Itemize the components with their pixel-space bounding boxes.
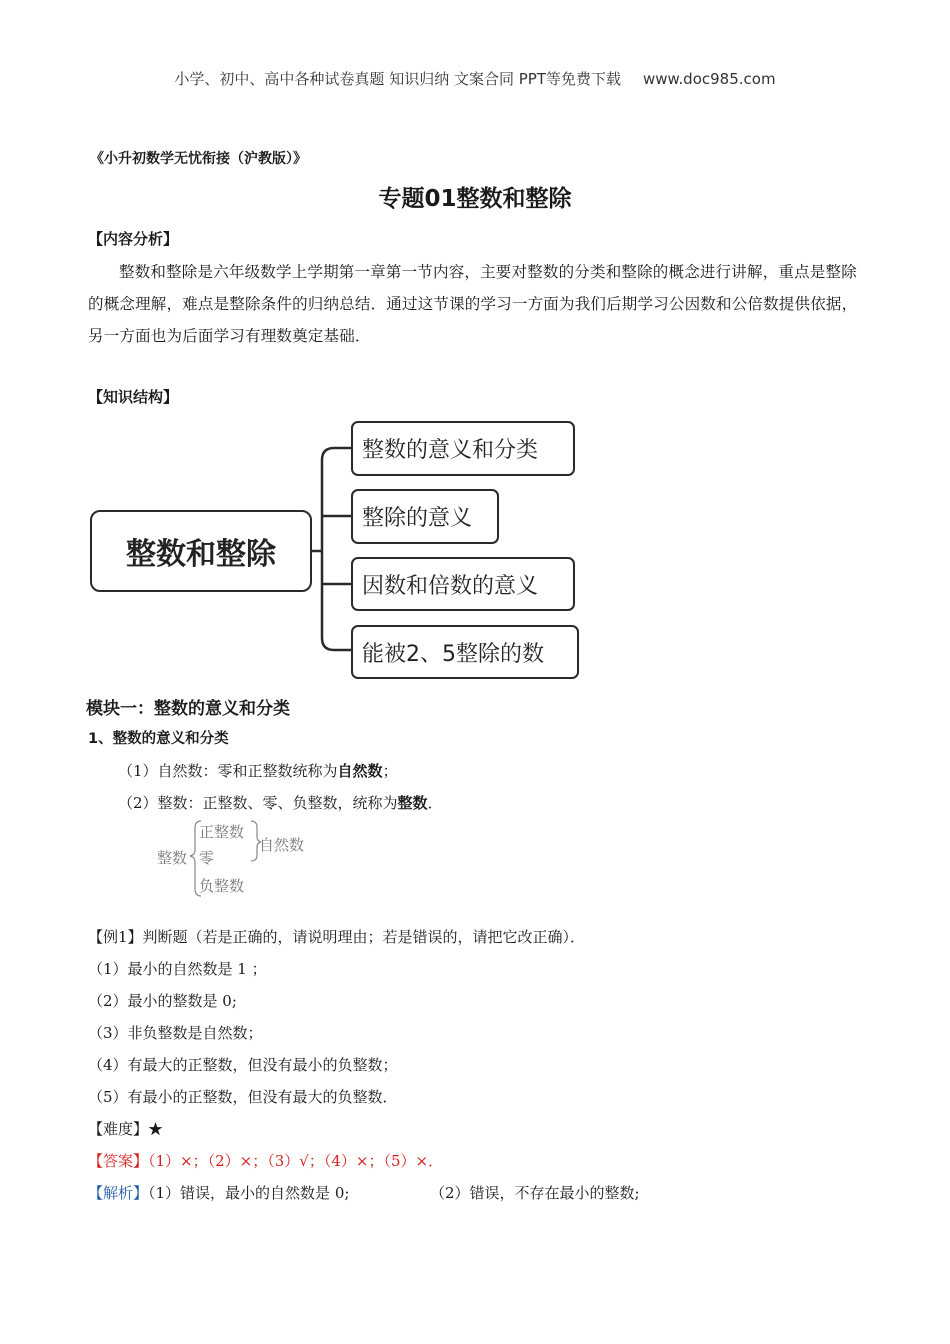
example-item: （4）有最大的正整数，但没有最小的负整数； (88, 1056, 398, 1074)
analysis-heading: 【内容分析】 (88, 230, 179, 248)
classify-item: 零 (199, 849, 215, 867)
definition-natural-number (118, 760, 398, 781)
diagram-branch-box: 整除的意义 (351, 489, 499, 544)
connector-trunk (322, 448, 352, 650)
diagram-branch-box: 整数的意义和分类 (351, 421, 575, 476)
header-text: 小学、初中、高中各种试卷真题 知识归纳 文案合同 PPT等免费下载 (174, 70, 621, 88)
integer-classification (155, 818, 325, 900)
example-item: （2）最小的整数是 0; (88, 992, 237, 1010)
definition-text: （1）自然数：零和正整数统称为 (118, 762, 338, 780)
classify-group: 自然数 (259, 836, 305, 854)
series-title: 《小升初数学无忧衔接（沪教版）》 (90, 151, 307, 167)
classify-item: 正整数 (199, 823, 245, 841)
definition-text: （2）整数：正整数、零、负整数，统称为 (118, 794, 398, 812)
analysis-line (88, 1182, 349, 1203)
analysis-label: 【解析】 (88, 1184, 149, 1202)
analysis-text-2: （2）错误，不存在最小的整数; (430, 1184, 640, 1202)
definition-term: 整数 (397, 794, 428, 812)
page-header (0, 68, 950, 89)
example-item: （1）最小的自然数是 1 ； (88, 960, 267, 978)
answer-label: 【答案】 (88, 1152, 149, 1170)
module-subtitle: 1、整数的意义和分类 (88, 731, 229, 747)
header-site[interactable]: www.doc985.com (642, 70, 776, 88)
structure-heading: 【知识结构】 (88, 388, 179, 406)
definition-term: 自然数 (337, 762, 383, 780)
analysis-text-1: （1）错误，最小的自然数是 0; (148, 1184, 350, 1202)
example-title: 【例1】判断题（若是正确的，请说明理由；若是错误的，请把它改正确）． (88, 928, 586, 946)
example-item: （3）非负整数是自然数； (88, 1024, 263, 1042)
diagram-branch-box: 能被2、5整除的数 (351, 625, 579, 679)
module-title: 模块一：整数的意义和分类 (86, 699, 290, 719)
difficulty-star-icon: ★ (148, 1120, 164, 1138)
page-title: 专题01整数和整除 (378, 186, 572, 212)
difficulty-line (88, 1118, 163, 1139)
definition-end: ． (427, 794, 443, 812)
answer-line (88, 1150, 443, 1171)
classify-root: 整数 (157, 849, 188, 867)
analysis-paragraph: 整数和整除是六年级数学上学期第一章第一节内容，主要对整数的分类和整除的概念进行讲解，重点是整除的概念理解，难点是整除条件的归纳总结．通过这节课的学习一方面为我们后期学习公因数和公倍数提供依据，另一方面也为后面学习有理数奠定基础． (88, 263, 858, 345)
diagram-branch-box: 因数和倍数的意义 (351, 557, 575, 611)
answer-text: （1）×；（2）×；（3）√；（4）×；（5）×． (148, 1152, 444, 1170)
definition-integer (118, 792, 443, 813)
classify-item: 负整数 (199, 877, 245, 895)
diagram-root-box: 整数和整除 (90, 510, 312, 592)
difficulty-label: 【难度】 (88, 1120, 149, 1138)
definition-end: ； (382, 762, 398, 780)
example-item: （5）有最小的正整数，但没有最大的负整数． (88, 1088, 398, 1106)
knowledge-structure-diagram (86, 412, 586, 687)
